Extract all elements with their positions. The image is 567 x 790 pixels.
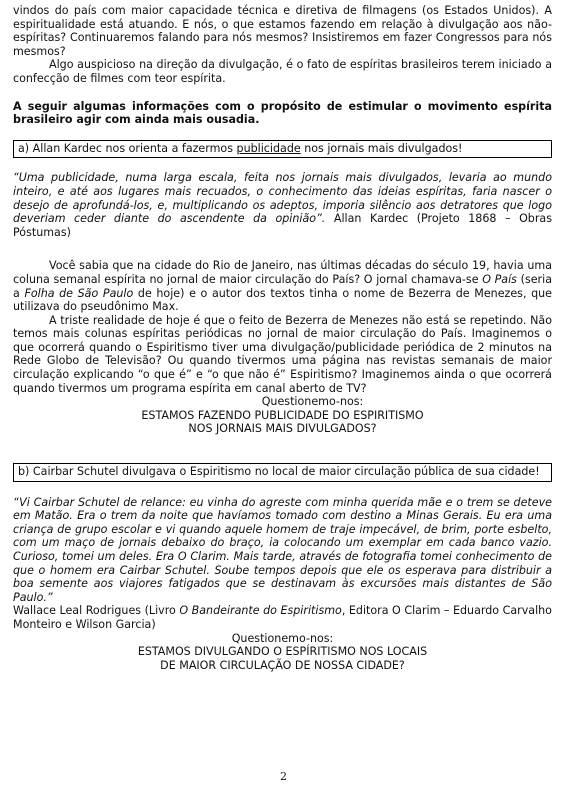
section-a-box <box>13 140 552 159</box>
paragraph-bezerra: Você sabia que na cidade do Rio de Janeiro, nas últimas décadas do século 19, havia uma coluna semanal espírita no jornal de maior circulação do País? O jornal chamava-se O País (seria a Folha de São Paulo de hoje) e o autor dos textos tinha o nome de Bezerra de Menezes, que utilizava do pseudônimo Max. <box>13 259 552 314</box>
paragraph-reality: A triste realidade de hoje é que o feito de Bezerra de Menezes não está se repetindo. Não temos mais colunas espíritas periódicas no jornal de maior circulação do País. Imaginemos o que ocorrerá quando o Espiritismo tiver uma divulgação/publicidade periódica de 2 minutos na Rede Globo de Televisão? Ou quando tivermos uma página nas revistas semanais de maior circulação explicando “o que é” e “o que não é” Espiritismo? Imaginemos ainda o que ocorrerá quando tivermos um programa espírita em canal aberto de TV? <box>13 313 552 395</box>
quote-wallace: “Vi Cairbar Schutel de relance: eu vinha do agreste com minha querida mãe e o trem se deteve em Matão. Era o trem da noite que havíamos tomado com destino a Minas Gerais. Eu era uma criança de grupo escolar e vi quando aquele homem de traje impecável, de brim, porte esbelto, com um maço de jornais debaixo do braço, ia colocando um exemplar em cada banco vazio. Curioso, tomei um deles. Era O Clarim. Mais tarde, através de fotografia tomei conhecimento de que o homem era Cairbar Schutel. Soube tempos depois que ele os esperava para distribuir a boa semente aos viajores fatigados que se destinavam às excursões mais distantes de São Paulo.” <box>13 495 552 604</box>
page-number: 2 <box>280 770 287 783</box>
question-b <box>13 632 552 673</box>
question-b-line2: DE MAIOR CIRCULAÇÃO DE NOSSA CIDADE? <box>160 658 405 672</box>
book-title: O Bandeirante do Espiritismo <box>179 604 342 618</box>
section-a-text-after: nos jornais mais divulgados! <box>300 141 463 155</box>
newspaper-folha: Folha de São Paulo <box>24 286 134 300</box>
section-heading: A seguir algumas informações com o propósito de estimular o movimento espírita brasileiro agir com ainda mais ousadia. <box>13 99 552 127</box>
question-a <box>13 395 552 436</box>
paragraph-films: Algo auspicioso na direção da divulgação, é o fato de espíritas brasileiros terem iniciado a confecção de filmes com teor espírita. <box>13 58 552 85</box>
section-b-box: b) Cairbar Schutel divulgava o Espiritismo no local de maior circulação pública de sua cidade! <box>13 463 552 482</box>
section-a-text-before: a) Allan Kardec nos orienta a fazermos <box>18 141 237 155</box>
source-wallace: Wallace Leal Rodrigues (Livro O Bandeirante do Espiritismo, Editora O Clarim – Eduardo Carvalho Monteiro e Wilson Garcia) <box>13 604 552 631</box>
question-b-line1: ESTAMOS DIVULGANDO O ESPÍRITISMO NOS LOCAIS <box>137 645 428 659</box>
quote-kardec <box>13 171 552 239</box>
quote-kardec-source: Allan Kardec (Projeto 1868 – Obras Póstumas) <box>13 212 552 239</box>
section-a-underlined: publicidade <box>236 141 301 155</box>
question-a-line1: ESTAMOS FAZENDO PUBLICIDADE DO ESPIRITISMO <box>141 408 424 422</box>
question-a-line2: NOS JORNAIS MAIS DIVULGADOS? <box>188 422 377 436</box>
quote-kardec-text: “Uma publicidade, numa larga escala, feita nos jornais mais divulgados, levaria ao mundo inteiro, e até aos lugares mais recuados, o conhecimento das ideias espíritas, faria nascer o desejo de aprofundá-los, e, multiplicando os adeptos, imporia silêncio aos detratores que logo deveriam ceder diante do ascendente da opinião”. <box>13 171 552 226</box>
paragraph-intro: vindos do país com maior capacidade técnica e diretiva de filmagens (os Estados Unidos). A espiritualidade está atuando. E nós, o que estamos fazendo em relação à divulgação aos não-espíritas? Continuaremos falando para nós mesmos? Insistiremos em fazer Congressos para nós mesmos? <box>13 4 552 58</box>
question-b-label: Questionemo-nos: <box>231 631 334 645</box>
newspaper-name: O País <box>482 272 517 286</box>
question-a-label: Questionemo-nos: <box>261 395 364 409</box>
